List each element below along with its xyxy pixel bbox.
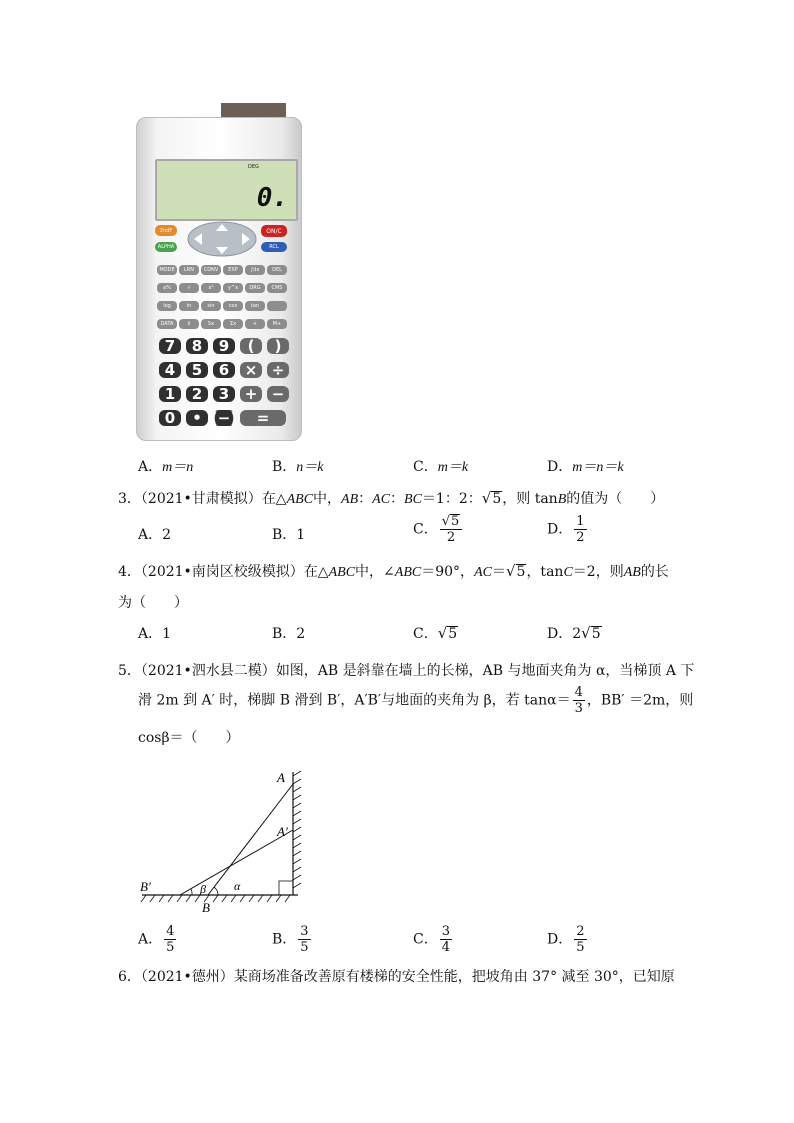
- q4-option-a: A．1: [138, 626, 172, 642]
- calc-key-number: 5: [186, 362, 208, 378]
- calc-key-small: ∫dx: [245, 265, 265, 275]
- label-b: B: [202, 900, 210, 915]
- q2-option-a: A．m＝n: [138, 459, 194, 475]
- calc-key-small: √: [179, 283, 199, 293]
- calc-key-number: ): [267, 338, 289, 354]
- calc-key-small: Σx: [223, 319, 243, 329]
- calc-key-number: 1: [159, 386, 181, 402]
- calc-key-small: +: [245, 319, 265, 329]
- calc-key-small: x²: [201, 283, 221, 293]
- key-on-c: ON/C: [261, 225, 287, 237]
- calc-key-small: MODE: [157, 265, 177, 275]
- calc-key-number: 9: [213, 338, 235, 354]
- q4-stem: 4．（2021•南岗区校级模拟）在△ABC中，∠ABC＝90°，AC＝√5，tanC＝2，则AB的长: [118, 562, 669, 580]
- calc-key-small: tan: [245, 301, 265, 311]
- q5-option-b: B． $\frac{3}{5}$: [272, 924, 309, 955]
- q5-stem-line3: cosβ＝（ ）: [138, 730, 240, 746]
- q2-option-b: B．n＝k: [272, 459, 324, 475]
- calculator-body: [136, 117, 302, 441]
- calc-key-number: 0: [159, 410, 181, 426]
- q3-option-d: D． $\frac{1}{2}$: [547, 514, 585, 545]
- q5-stem-line1: 5．（2021•泗水县二模）如图，AB 是斜靠在墙上的长梯，AB 与地面夹角为 α，当梯顶 A 下: [118, 663, 695, 679]
- q5-stem-line2: 滑 2m 到 A′ 时，梯脚 B 滑到 B′，A′B′与地面的夹角为 β，若 tanα＝ $\frac{4}{3}$ ，BB′ ＝2m，则: [138, 685, 694, 716]
- q4-option-c: C．√5: [413, 624, 458, 642]
- calc-key-small: DRG: [245, 283, 265, 293]
- calc-key-small: EXP: [223, 265, 243, 275]
- calc-key-small: sin: [201, 301, 221, 311]
- calc-key-small: Sx: [201, 319, 221, 329]
- calc-key-small: ln: [179, 301, 199, 311]
- label-alpha: α: [234, 879, 241, 893]
- calc-key-small: DEL: [267, 265, 287, 275]
- calc-key-number: +: [240, 386, 262, 402]
- direction-pad: [187, 220, 257, 258]
- q4-stem-line2: 为（ ）: [118, 595, 188, 611]
- calc-key-number: ÷: [267, 362, 289, 378]
- q2-option-d: D．m＝n＝k: [547, 459, 624, 475]
- calc-key-small: a%: [157, 283, 177, 293]
- label-a: A: [277, 770, 285, 785]
- label-a-prime: A′: [277, 824, 288, 839]
- calc-key-number: −: [267, 386, 289, 402]
- key-2ndf: 2ndF: [155, 225, 177, 236]
- q3-option-a: A．2: [138, 527, 172, 543]
- ladder-figure: [138, 760, 308, 920]
- display-value: 0.: [256, 183, 288, 213]
- calc-key-small: [267, 301, 287, 311]
- calc-key-number: ×: [240, 362, 262, 378]
- calc-key-number: 8: [186, 338, 208, 354]
- calc-key-number: (: [240, 338, 262, 354]
- key-rcl: RCL: [261, 242, 287, 252]
- calc-key-small: M+: [267, 319, 287, 329]
- q6-stem: 6．（2021•德州）某商场准备改善原有楼梯的安全性能，把坡角由 37° 减至 30°，已知原: [118, 969, 675, 985]
- calc-key-small: DATA: [157, 319, 177, 329]
- q3-option-b: B．1: [272, 527, 306, 543]
- display-indicator: DEG: [248, 164, 259, 170]
- calc-key-number: 6: [213, 362, 235, 378]
- q5-option-a: A． $\frac{4}{5}$: [138, 924, 175, 955]
- calc-key-number: 4: [159, 362, 181, 378]
- calc-key-number: =: [240, 410, 286, 426]
- key-alpha: ALPHA: [155, 242, 177, 252]
- calc-key-number: (−): [210, 409, 238, 427]
- q4-option-d: D．2√5: [547, 624, 601, 642]
- calc-key-small: log: [157, 301, 177, 311]
- q3-stem: 3．（2021•甘肃模拟）在△ABC中，AB：AC：BC＝1：2：√5，则 tanB的值为（ ）: [118, 489, 665, 507]
- calc-key-small: CMS: [267, 283, 287, 293]
- q5-option-c: C． $\frac{3}{4}$: [413, 924, 450, 955]
- calc-key-number: 2: [186, 386, 208, 402]
- q5-option-d: D． $\frac{2}{5}$: [547, 924, 585, 955]
- calculator-display: [155, 159, 298, 221]
- q2-option-c: C．m＝k: [413, 459, 469, 475]
- q3-option-c: C． $\frac{√5}{2}$: [413, 514, 464, 545]
- calc-key-small: CONV: [201, 265, 221, 275]
- calc-key-number: •: [186, 410, 208, 426]
- calc-key-small: LRN: [179, 265, 199, 275]
- label-beta: β: [200, 882, 206, 896]
- calc-key-number: 3: [213, 386, 235, 402]
- label-b-prime: B′: [140, 879, 151, 894]
- q4-option-b: B．2: [272, 626, 306, 642]
- calc-key-number: 7: [159, 338, 181, 354]
- calc-key-small: cos: [223, 301, 243, 311]
- calc-key-small: y^x: [223, 283, 243, 293]
- calculator-image: [132, 102, 304, 440]
- calc-key-small: x̄: [179, 319, 199, 329]
